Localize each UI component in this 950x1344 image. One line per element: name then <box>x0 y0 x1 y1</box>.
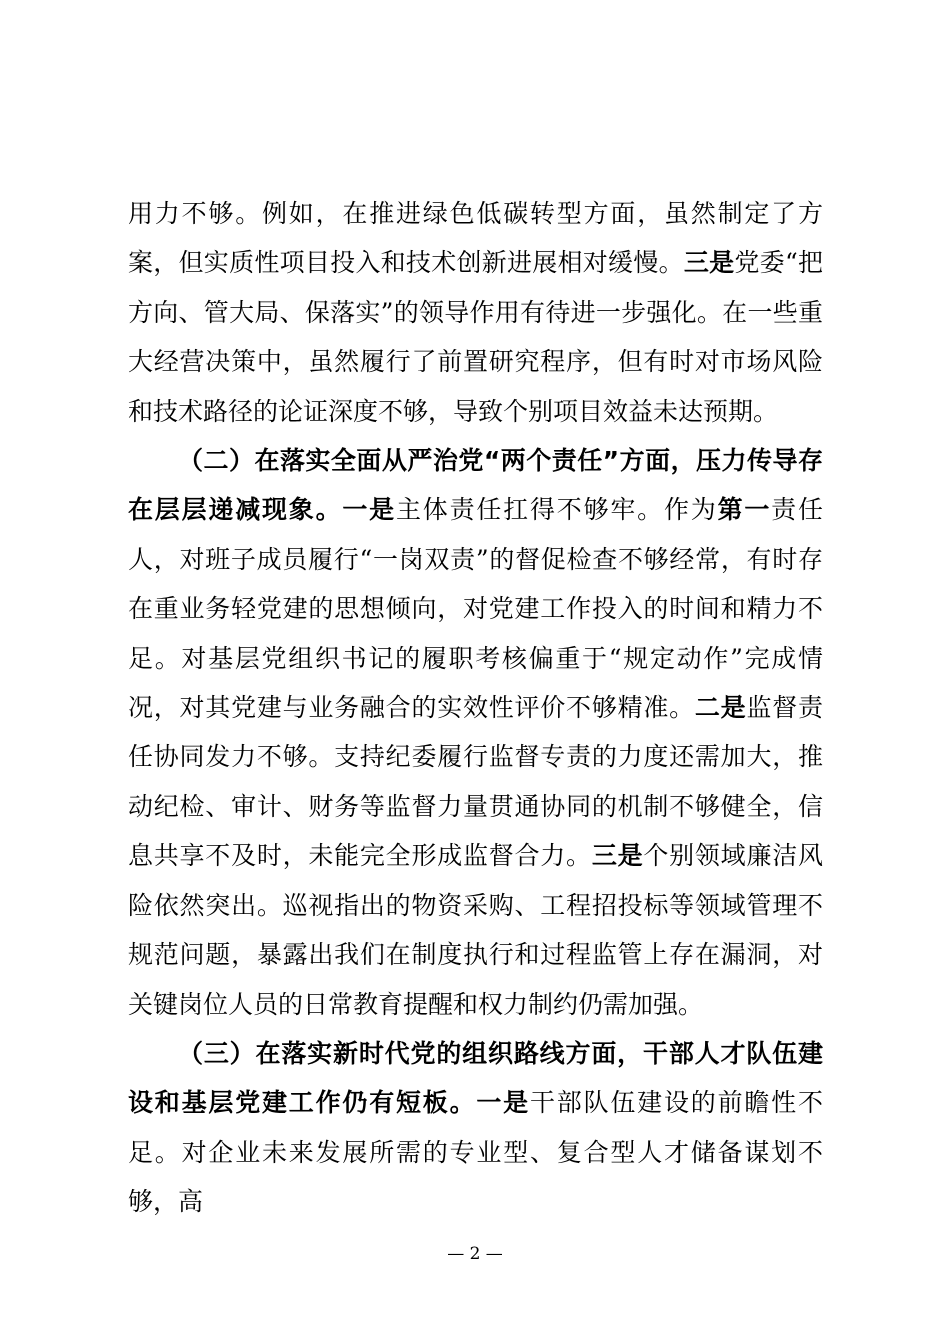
text-run: 党委“把方向、管大局、保落实”的领导作用有待进一步强化。在一些重大经营决策中，虽然履行了前置研究程序，但有时对市场风险和技术路径的论证深度不够，导致个别项目效益未达预期。 <box>128 248 823 426</box>
body-text <box>128 189 823 1227</box>
paragraph-3 <box>128 1029 823 1227</box>
text-run: 责任人，对班子成员履行“一岗双责”的督促检查不够经常，有时存在重业务轻党建的思想倾向，对党建工作投入的时间和精力不足。对基层党组织书记的履职考核偏重于“规定动作”完成情况，对其党建与业务融合的实效性评价不够精准。 <box>128 495 823 723</box>
text-run: 监督责任协同发力不够。支持纪委履行监督专责的力度还需加大，推动纪检、审计、财务等监督力量贯通协同的机制不够健全，信息共享不及时，未能完全形成监督合力。 <box>128 693 823 871</box>
text-run: 用力不够。例如，在推进绿色低碳转型方面，虽然制定了方案，但实质性项目投入和技术创新进展相对缓慢。 <box>128 199 823 278</box>
section-heading-3: （三）在落实新时代党的组织路线方面，干部人才队伍建设和基层党建工作仍有短板。一是 <box>128 1038 823 1118</box>
section-heading-2: （二）在落实全面从严治党“两个责任”方面，压力传导存在层层递减现象。一是 <box>128 446 823 525</box>
bold-run: 三是 <box>591 841 644 871</box>
paragraph-2 <box>128 436 823 1029</box>
bold-run: 第一 <box>717 495 772 525</box>
text-run: 个别领域廉洁风险依然突出。巡视指出的物资采购、工程招投标等领域管理不规范问题，暴露出我们在制度执行和过程监管上存在漏洞，对关键岗位人员的日常教育提醒和权力制约仍需加强。 <box>128 841 823 1019</box>
bold-run: 三是 <box>683 248 735 278</box>
text-run: 主体责任扛得不够牢。作为 <box>395 495 718 525</box>
page-number: — 2 — <box>447 1244 503 1264</box>
text-run: 干部队伍建设的前瞻性不足。对企业未来发展所需的专业型、复合型人才储备谋划不够，高 <box>128 1088 823 1217</box>
bold-run: 二是 <box>694 693 747 723</box>
paragraph-1 <box>128 189 823 436</box>
